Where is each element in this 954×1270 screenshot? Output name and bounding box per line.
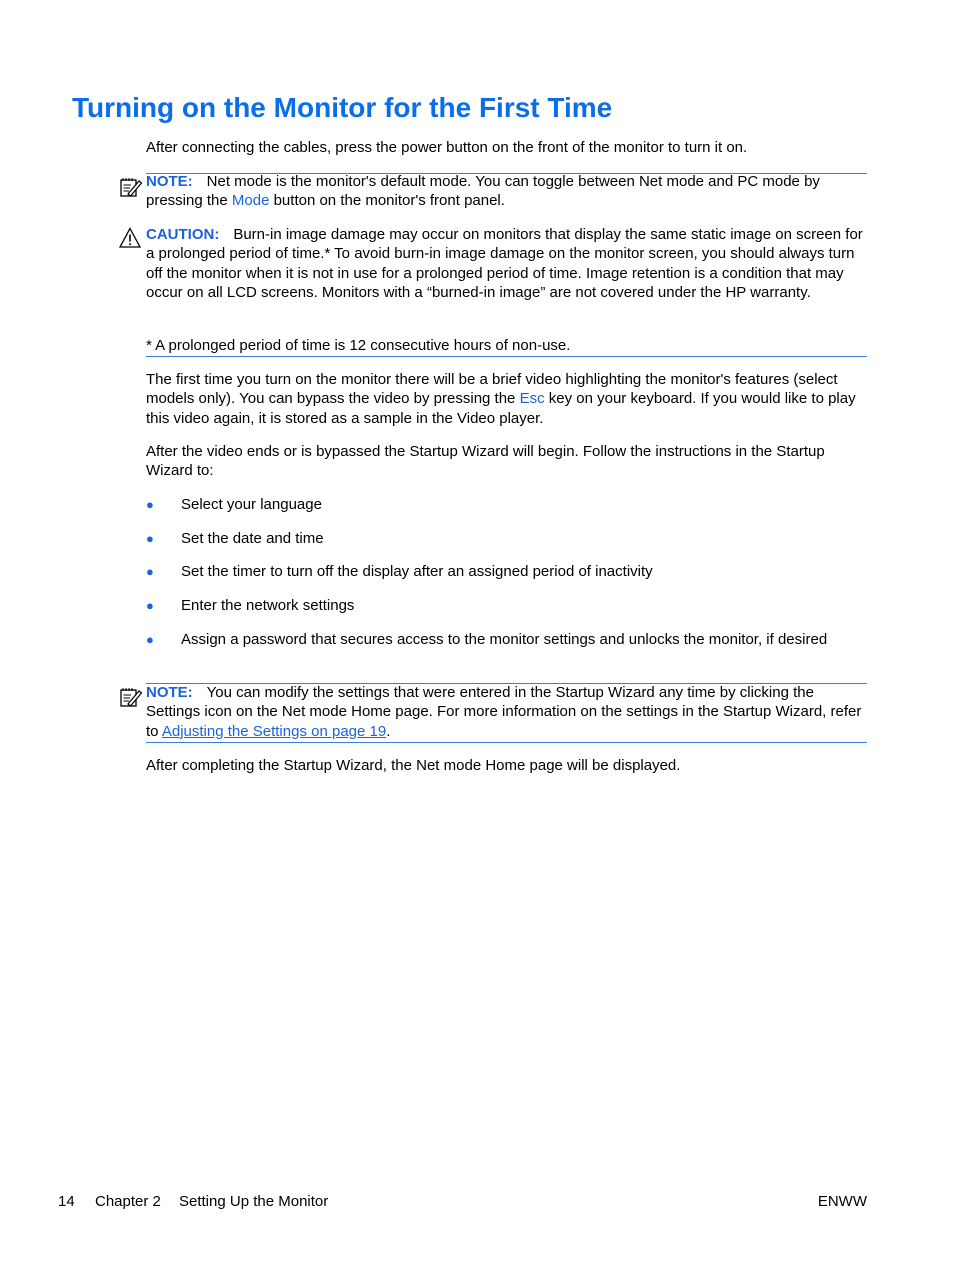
bullet-marker: ●	[146, 598, 154, 613]
caution-paragraph	[146, 225, 868, 302]
bullet-marker: ●	[146, 531, 154, 546]
video-paragraph	[146, 370, 868, 428]
video-text-after: key on your keyboard. If you would like to play this video again, it is stored as a sample in the Video player.	[146, 390, 856, 427]
list-item: Set the timer to turn off the display after an assigned period of inactivity	[181, 563, 653, 580]
note2-text-after: .	[386, 722, 391, 740]
note-pencil-icon	[119, 175, 143, 199]
page-title: Turning on the Monitor for the First Time	[72, 92, 613, 123]
note2-paragraph	[146, 683, 868, 741]
list-item: Enter the network settings	[181, 597, 355, 614]
note1-text-before: Net mode is the monitor's default mode. You can toggle between Net mode and PC mode by pressing the	[146, 173, 820, 210]
note2-bottom-rule	[146, 742, 867, 743]
caution-text: Burn-in image damage may occur on monitors that display the same static image on screen for a prolonged period of time.* To avoid burn-in image damage on the monitor screen, you should always turn off the monitor when it is not in use for a prolonged period of time. Image retention is a condition that may occur on all LCD screens. Monitors with a “burned-in image” are not covered under the HP warranty.	[146, 226, 863, 301]
footer-chapter: Chapter 2	[95, 1193, 161, 1210]
list-item: Select your language	[181, 496, 322, 513]
mode-key-link: Mode	[231, 192, 270, 210]
video-text-before: The first time you turn on the monitor there will be a brief video highlighting the monitor's features (select models only). You can bypass the video by pressing the	[146, 371, 838, 408]
bullet-marker: ●	[146, 497, 154, 512]
caution-footnote: * A prolonged period of time is 12 consecutive hours of non-use.	[146, 337, 571, 354]
esc-key-link: Esc	[519, 390, 545, 408]
note-pencil-icon	[119, 685, 143, 709]
warning-triangle-icon	[118, 226, 142, 250]
caution-bottom-rule	[146, 356, 867, 357]
note1-paragraph	[146, 172, 868, 211]
caution-label: CAUTION:	[146, 226, 220, 243]
bullet-marker: ●	[146, 564, 154, 579]
note2-label: NOTE:	[146, 684, 193, 701]
note1-label: NOTE:	[146, 173, 193, 190]
note1-text-after: button on the monitor's front panel.	[269, 192, 505, 210]
footer-chapter-title: Setting Up the Monitor	[179, 1193, 329, 1210]
bullet-marker: ●	[146, 632, 154, 647]
footer-code: ENWW	[817, 1193, 867, 1210]
adjusting-settings-link[interactable]: Adjusting the Settings on page 19	[161, 722, 387, 740]
page-number: 14	[58, 1193, 75, 1210]
note2-text-before: You can modify the settings that were entered in the Startup Wizard any time by clicking the Settings icon on the Net mode Home page. For more information on the settings in the Startup Wizard, refer to	[146, 684, 862, 740]
wizard-intro-paragraph: After the video ends or is bypassed the Startup Wizard will begin. Follow the instructions in the Startup Wizard to:	[146, 443, 825, 480]
intro-paragraph: After connecting the cables, press the power button on the front of the monitor to turn it on.	[146, 139, 748, 156]
closing-paragraph: After completing the Startup Wizard, the Net mode Home page will be displayed.	[146, 757, 681, 774]
list-item: Set the date and time	[181, 530, 324, 547]
list-item: Assign a password that secures access to the monitor settings and unlocks the monitor, if desired	[181, 631, 828, 648]
